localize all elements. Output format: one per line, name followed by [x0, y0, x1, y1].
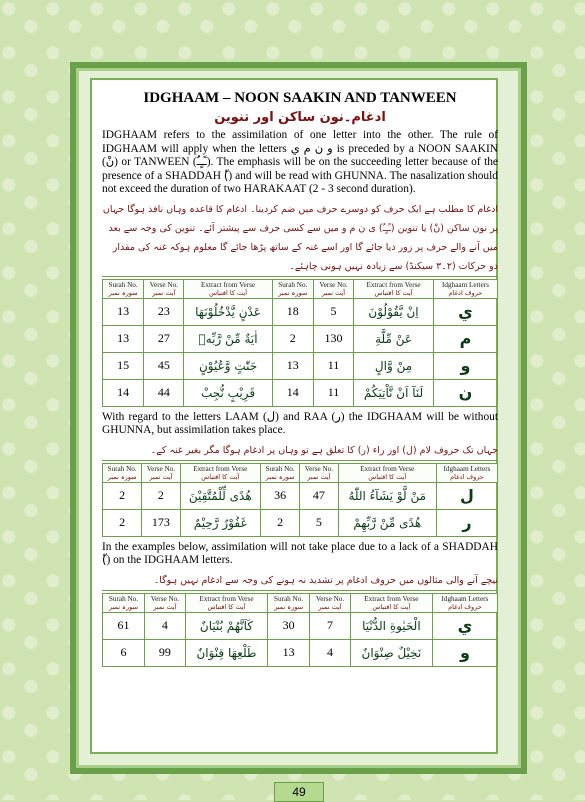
column-header-en: Verse No. — [146, 464, 176, 473]
table-header-row — [103, 463, 498, 482]
table-header-row — [103, 279, 498, 298]
column-header-ur: آیت نمبر — [153, 602, 177, 611]
verse-cell: 5 — [300, 509, 338, 536]
verse-cell: 11 — [313, 379, 353, 406]
column-header-en: Verse No. — [304, 464, 334, 473]
urdu-paragraph: ادغام کا مطلب ہے ایک حرف کو دوسرے حرف میں ضم کردینا۔ ادغام کا قاعدہ وہاں نافذ ہوگا جہاں پر نون ساکن (نْ) یا تنوین (ـًـٍـٌ) ی ن م و میں سے کسی حرف سے پیشتر آئے۔ تنوین کی وجہ سے بعد میں آنے والے حرف پر زور دیا جائے گا اور اسے غنہ کے ساتھ پڑھا جائے گا معلوم ہوکہ غنہ کی مقدار دو حرکات (۲۔۳ سیکنڈ) سے زیادہ نہیں ہونی چاہئے۔ — [102, 200, 498, 277]
idghaam-letter-cell: ي — [433, 298, 497, 325]
verse-cell: 44 — [144, 379, 184, 406]
intro-paragraph: IDGHAAM refers to the assimilation of one letter into the other. The rule of IDGHAAM will apply when the letters و ن م ي is preceded by a NOON SAAKIN (نْ) or TANWEEN (ـًـٍـٌ). The emphasis will be on the succeeding letter because of the presence of a SHADDAH (ّ) and will be read with GHUNNA. The nasalization should not exceed the duration of two HARAKAAT (2 - 3 second duration). — [102, 129, 498, 195]
verse-cell: 99 — [144, 639, 185, 666]
extract-cell: نَخِيْلٌ صِنْوَانٌ — [350, 639, 432, 666]
surah-cell: 13 — [103, 298, 144, 325]
column-header — [144, 279, 184, 298]
column-header — [310, 593, 351, 612]
table-row — [103, 509, 498, 536]
laam-raa-table — [102, 463, 498, 537]
verse-cell: 130 — [313, 325, 353, 352]
column-header — [354, 279, 434, 298]
surah-cell: 14 — [272, 379, 313, 406]
column-header-ur: سورہ نمبر — [274, 602, 304, 611]
column-header-en: Idghaam Letters — [442, 280, 489, 289]
verse-cell: 4 — [310, 639, 351, 666]
column-header-en: Verse No. — [319, 280, 348, 289]
column-header-en: Verse No. — [150, 594, 180, 603]
surah-cell: 18 — [272, 298, 313, 325]
column-header-ur: آیت کا اقتباس — [374, 288, 413, 297]
column-header — [338, 463, 436, 482]
column-header-en: Extract from Verse — [360, 464, 415, 473]
column-header — [268, 593, 310, 612]
surah-cell: 14 — [103, 379, 144, 406]
column-header — [313, 279, 353, 298]
column-header — [272, 279, 313, 298]
extract-cell: طَلْعِهَا قِنْوَانٌ — [185, 639, 267, 666]
examples-urdu: نیچے آنے والی مثالوں میں حروف ادغام پر تشدید نہ ہونے کی وجہ سے ادغام نہیں ہوگا۔ — [102, 571, 498, 591]
extract-cell: جَنّٰتٍ وَّعُيُوْنٍ — [184, 352, 272, 379]
surah-cell: 2 — [103, 509, 142, 536]
column-header-ur: آیت نمبر — [318, 602, 342, 611]
urdu-title: ادغام۔نون ساکن اور تنوین — [214, 110, 386, 125]
column-header — [260, 463, 299, 482]
column-header-en: Surah No. — [108, 594, 139, 603]
column-header — [103, 593, 145, 612]
extract-cell: قَرِيْبٍ نُّجِبْ — [184, 379, 272, 406]
no-assimilation-table-body — [103, 612, 498, 666]
extract-cell: كَاَنَّهُمْ بُنْيَانٌ — [185, 612, 267, 639]
idghaam-table — [102, 279, 498, 407]
column-header-ur: سورہ نمبر — [107, 472, 137, 481]
column-header — [436, 463, 497, 482]
extract-cell: لَنَآ اَنْ نَّاْتِيَكُمْ — [354, 379, 434, 406]
no-assimilation-table — [102, 593, 498, 667]
ornamental-frame — [70, 62, 527, 799]
column-header-en: Surah No. — [265, 464, 295, 473]
column-header-en: Verse No. — [315, 594, 345, 603]
column-header — [144, 593, 185, 612]
column-header-en: Surah No. — [273, 594, 304, 603]
column-header-en: Extract from Verse — [199, 594, 254, 603]
verse-cell: 7 — [310, 612, 351, 639]
extract-cell: عَنْ مِّلَّةِ — [354, 325, 434, 352]
page-title: IDGHAAM – NOON SAAKIN AND TANWEEN — [143, 90, 457, 106]
table-row — [103, 298, 498, 325]
examples-paragraph: In the examples below, assimilation will not take place due to a lack of a SHADDAH (ّ) on the IDGHAAM letters. — [102, 540, 498, 566]
column-header-ur: حروف ادغام — [450, 472, 484, 481]
column-header-ur: آیت کا اقتباس — [368, 472, 407, 481]
column-header-en: Extract from Verse — [366, 280, 421, 289]
column-header — [103, 279, 144, 298]
verse-cell: 47 — [300, 482, 338, 509]
column-header-ur: آیت نمبر — [149, 472, 173, 481]
column-header-ur: آیت کا اقتباس — [207, 602, 246, 611]
laam-raa-urdu: جہاں تک حروف لام (ل) اور راء (ر) کا تعلق ہے تو وہاں پر ادغام ہوگا مگر بغیر غنہ کے۔ — [102, 441, 498, 461]
table-row — [103, 379, 498, 406]
verse-cell: 23 — [144, 298, 184, 325]
extract-cell: مَنْ لَّوْ يَشَآءُ اللّٰهُ — [338, 482, 436, 509]
column-header — [300, 463, 338, 482]
column-header-ur: آیت نمبر — [307, 472, 331, 481]
verse-cell: 173 — [142, 509, 180, 536]
column-header-ur: حروف ادغام — [448, 602, 482, 611]
column-header — [433, 279, 497, 298]
column-header-ur: آیت نمبر — [152, 288, 176, 297]
table-header-row — [103, 593, 498, 612]
idghaam-letter-cell: ي — [432, 612, 497, 639]
column-header-en: Surah No. — [107, 464, 137, 473]
extract-cell: الْحَيٰوةِ الدُّنْيَا — [350, 612, 432, 639]
column-header — [350, 593, 432, 612]
surah-cell: 36 — [260, 482, 299, 509]
table-row — [103, 639, 498, 666]
column-header-en: Surah No. — [108, 280, 138, 289]
content-panel — [90, 78, 498, 754]
extract-cell: اٰيَةٌ مِّنْ رَّبِّهٖ — [184, 325, 272, 352]
column-header-en: Extract from Verse — [364, 594, 419, 603]
verse-cell: 4 — [144, 612, 185, 639]
column-header — [142, 463, 180, 482]
extract-cell: اِنْ يَّقُوْلُوْنَ — [354, 298, 434, 325]
extract-cell: غَفُوْرٌ رَّحِيْمٌ — [180, 509, 260, 536]
column-header-en: Extract from Verse — [200, 280, 256, 289]
column-header — [180, 463, 260, 482]
idghaam-letter-cell: ر — [436, 509, 497, 536]
table-row — [103, 482, 498, 509]
column-header-ur: آیت کا اقتباس — [209, 288, 248, 297]
column-header-ur: سورہ نمبر — [278, 288, 308, 297]
surah-cell: 6 — [103, 639, 145, 666]
extract-cell: عَدْنٍ يَّدْخُلُوْنَهَا — [184, 298, 272, 325]
column-header-en: Idghaam Letters — [441, 594, 489, 603]
surah-cell: 13 — [268, 639, 310, 666]
surah-cell: 2 — [260, 509, 299, 536]
column-header-ur: سورہ نمبر — [108, 288, 138, 297]
column-header-ur: آیت کا اقتباس — [372, 602, 411, 611]
surah-cell: 61 — [103, 612, 145, 639]
table-row — [103, 612, 498, 639]
column-header — [185, 593, 267, 612]
content — [102, 80, 498, 752]
idghaam-letter-cell: و — [432, 639, 497, 666]
column-header-en: Surah No. — [278, 280, 308, 289]
verse-cell: 45 — [144, 352, 184, 379]
column-header-ur: آیت کا اقتباس — [201, 472, 240, 481]
extract-cell: هُدًى مِّنْ رَّبِّهِمْ — [338, 509, 436, 536]
laam-raa-paragraph: With regard to the letters LAAM (ل) and RAA (ر) the IDGHAAM will be without GHUNNA, but assimilation takes place. — [102, 410, 498, 436]
column-header-en: Idghaam Letters — [443, 464, 491, 473]
column-header-ur: آیت نمبر — [321, 288, 346, 297]
idghaam-letter-cell: و — [433, 352, 497, 379]
surah-cell: 13 — [103, 325, 144, 352]
surah-cell: 15 — [103, 352, 144, 379]
page-number: 49 — [274, 782, 324, 802]
idghaam-table-body — [103, 298, 498, 406]
laam-raa-table-body — [103, 482, 498, 536]
column-header-ur: حروف ادغام — [448, 288, 483, 297]
verse-cell: 2 — [142, 482, 180, 509]
idghaam-letter-cell: ل — [436, 482, 497, 509]
table-row — [103, 352, 498, 379]
column-header — [184, 279, 272, 298]
idghaam-letter-cell: م — [433, 325, 497, 352]
extract-cell: هُدًى لِّلْمُتَّقِيْنَ — [180, 482, 260, 509]
surah-cell: 2 — [103, 482, 142, 509]
surah-cell: 2 — [272, 325, 313, 352]
column-header — [432, 593, 497, 612]
column-header — [103, 463, 142, 482]
column-header-en: Verse No. — [149, 280, 178, 289]
column-header-ur: سورہ نمبر — [109, 602, 138, 611]
column-header-en: Extract from Verse — [193, 464, 248, 473]
idghaam-letter-cell: ن — [433, 379, 497, 406]
verse-cell: 11 — [313, 352, 353, 379]
extract-cell: مِنْ وَّالٍ — [354, 352, 434, 379]
column-header-ur: سورہ نمبر — [265, 472, 295, 481]
surah-cell: 30 — [268, 612, 310, 639]
table-row — [103, 325, 498, 352]
verse-cell: 27 — [144, 325, 184, 352]
surah-cell: 13 — [272, 352, 313, 379]
verse-cell: 5 — [313, 298, 353, 325]
